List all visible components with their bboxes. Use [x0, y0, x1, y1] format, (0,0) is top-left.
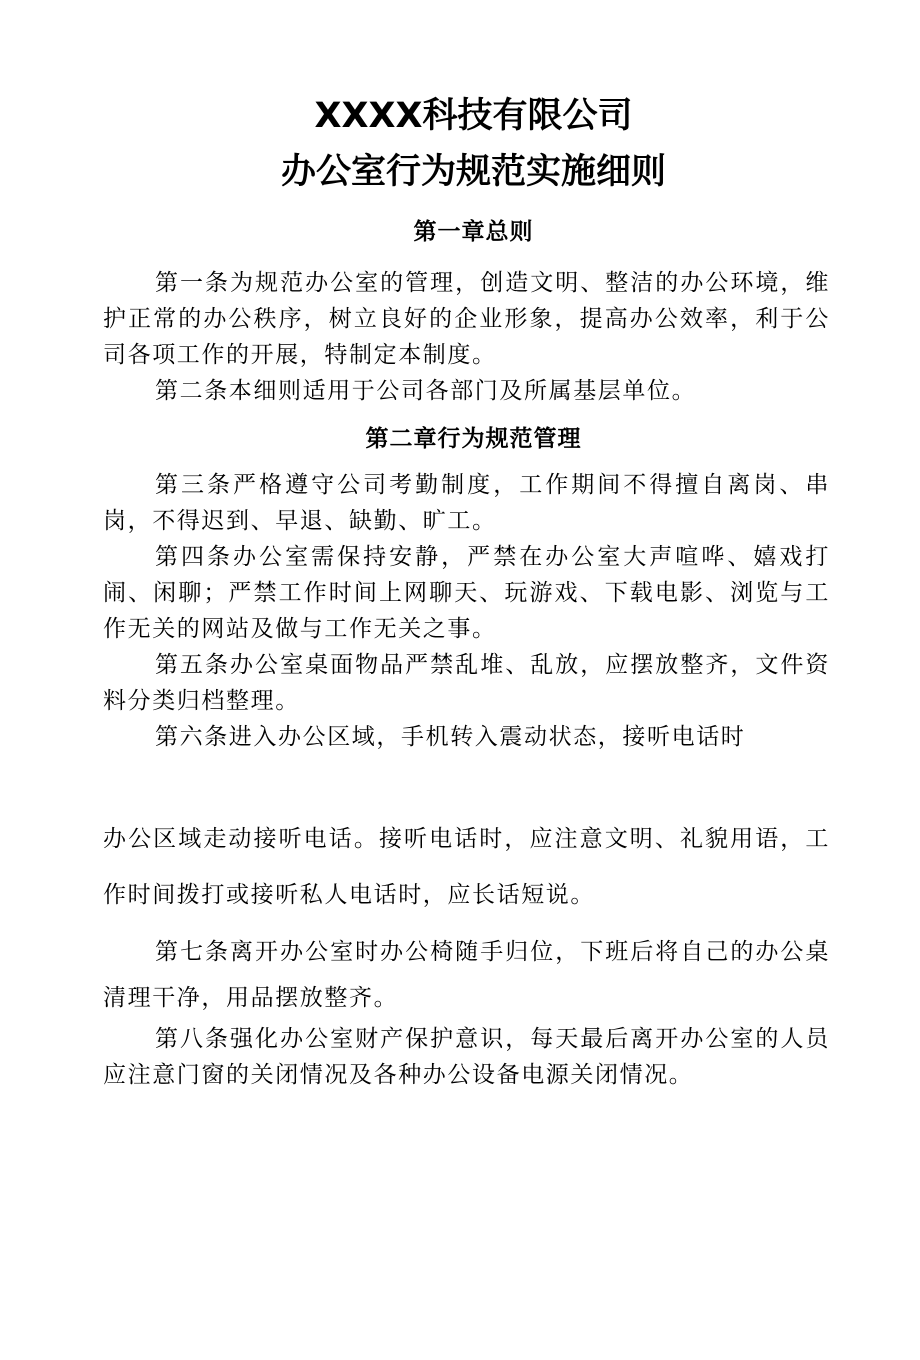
company-name-title: XXXX科技有限公司 — [314, 96, 633, 136]
document-title: 办公室行为规范实施细则 — [280, 152, 666, 192]
article-7: 第七条离开办公室时办公椅随手归位，下班后将自己的办公桌清理干净，用品摆放整齐。 — [103, 939, 830, 1011]
chapter-2-heading: 第二章行为规范管理 — [365, 425, 582, 452]
article-8: 第八条强化办公室财产保护意识，每天最后离开办公室的人员应注意门窗的关闭情况及各种办公设备电源关闭情况。 — [103, 1026, 830, 1088]
article-6: 第六条进入办公区域，手机转入震动状态，接听电话时 — [155, 724, 746, 750]
article-3: 第三条严格遵守公司考勤制度，工作期间不得擅自离岗、串岗，不得迟到、早退、缺勤、旷工。 — [103, 472, 830, 534]
article-1: 第一条为规范办公室的管理，创造文明、整洁的办公环境，维护正常的办公秩序，树立良好的企业形象，提高办公效率，利于公司各项工作的开展，特制定本制度。 — [103, 270, 830, 368]
chapter-1-heading: 第一章总则 — [413, 218, 534, 245]
article-4: 第四条办公室需保持安静，严禁在办公室大声喧哗、嬉戏打闹、闲聊；严禁工作时间上网聊天、玩游戏、下载电影、浏览与工作无关的网站及做与工作无关之事。 — [103, 544, 830, 642]
article-6-continuation: 办公区域走动接听电话。接听电话时，应注意文明、礼貌用语，工作时间拨打或接听私人电话时，应长话短说。 — [103, 826, 830, 908]
article-5: 第五条办公室桌面物品严禁乱堆、乱放，应摆放整齐，文件资料分类归档整理。 — [103, 652, 830, 714]
article-2: 第二条本细则适用于公司各部门及所属基层单位。 — [155, 378, 697, 404]
